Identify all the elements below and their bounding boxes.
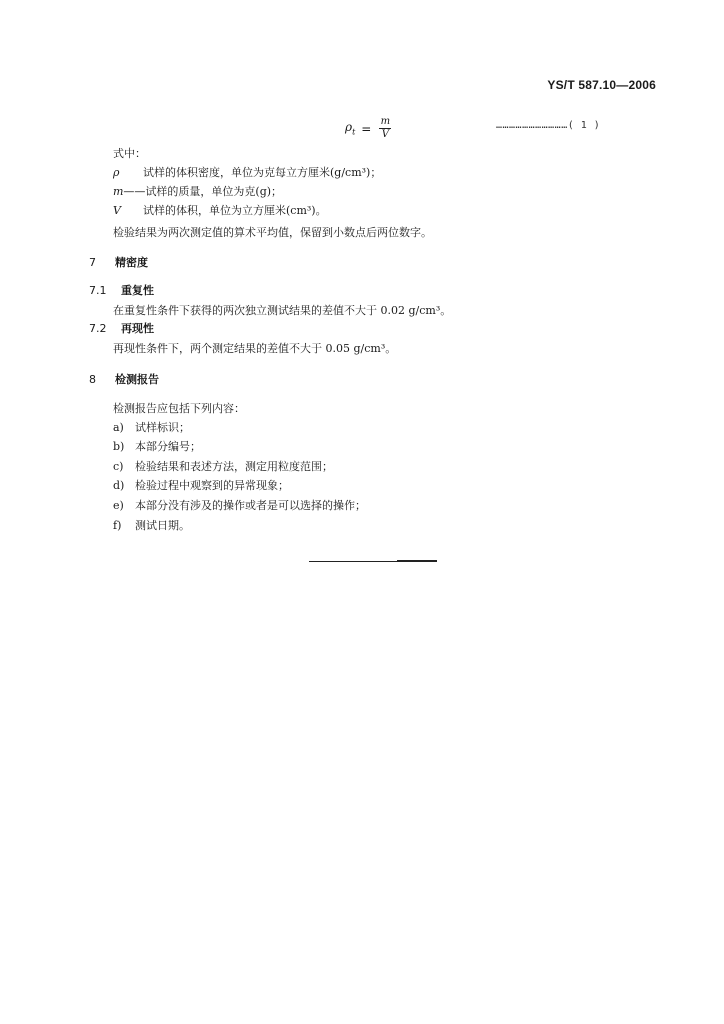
definition-symbol: m—— [113,185,146,198]
definition-text: 试样的体积密度，单位为克每立方厘米(g/cm³)； [143,166,382,179]
section-8-heading [89,373,159,387]
formula-fraction [379,116,391,141]
standard-number: YS/T 587.10—2006 [547,78,656,92]
list-item-label: a) [113,421,124,434]
section-number: 7 [89,256,96,269]
density-formula [345,116,391,141]
section-title: 精密度 [115,256,148,269]
definition-text: 试样的体积，单位为立方厘米(cm³)。 [143,204,327,217]
section-7-1-heading [89,284,154,298]
formula-lhs: $\rho_t$ [345,120,356,137]
list-item [113,499,366,513]
section-number: 8 [89,373,96,386]
definition-symbol: ρ [113,166,120,179]
list-item [113,519,190,533]
formula-equals: = [361,121,372,136]
section-title: 检测报告 [115,373,159,386]
section-7-heading [89,256,148,270]
definitions-intro: 式中： [113,147,146,160]
list-item-text: 试样标识； [135,421,190,434]
result-note: 检验结果为两次测定值的算术平均值，保留到小数点后两位数字。 [113,226,432,239]
list-item [113,421,190,435]
list-item-label: f) [113,519,122,532]
formula-numerator: m [380,116,391,127]
formula-denominator: V [381,129,389,140]
definition-item [113,185,282,199]
section-7-1-text: 在重复性条件下获得的两次独立测试结果的差值不大于 0.02 g/cm³。 [113,304,452,317]
list-item [113,460,333,474]
list-item-label: c) [113,460,124,473]
section-7-2-text: 再现性条件下，两个测定结果的差值不大于 0.05 g/cm³。 [113,342,397,355]
section-7-2-heading [89,322,154,336]
subsection-title: 再现性 [121,322,154,335]
list-item-label: e) [113,499,124,512]
list-item-text: 测试日期。 [135,519,190,532]
list-item-label: d) [113,479,125,492]
definition-symbol: V [113,204,121,217]
list-item [113,440,201,454]
list-item-text: 检验过程中观察到的异常现象； [135,479,289,492]
definition-text: 试样的质量，单位为克(g)； [145,185,283,198]
subsection-title: 重复性 [121,284,154,297]
subsection-number: 7.1 [89,284,107,297]
definition-item [113,204,327,218]
list-item-text: 本部分编号； [135,440,201,453]
formula-number: ……………………………( 1 ) [496,120,601,131]
list-item-text: 检验结果和表述方法，测定用粒度范围； [135,460,333,473]
end-rule [309,561,437,562]
list-item-text: 本部分没有涉及的操作或者是可以选择的操作； [135,499,366,512]
subsection-number: 7.2 [89,322,107,335]
list-item-label: b) [113,440,125,453]
definition-item [113,166,381,180]
list-item [113,479,289,493]
report-intro: 检测报告应包括下列内容： [113,402,245,415]
